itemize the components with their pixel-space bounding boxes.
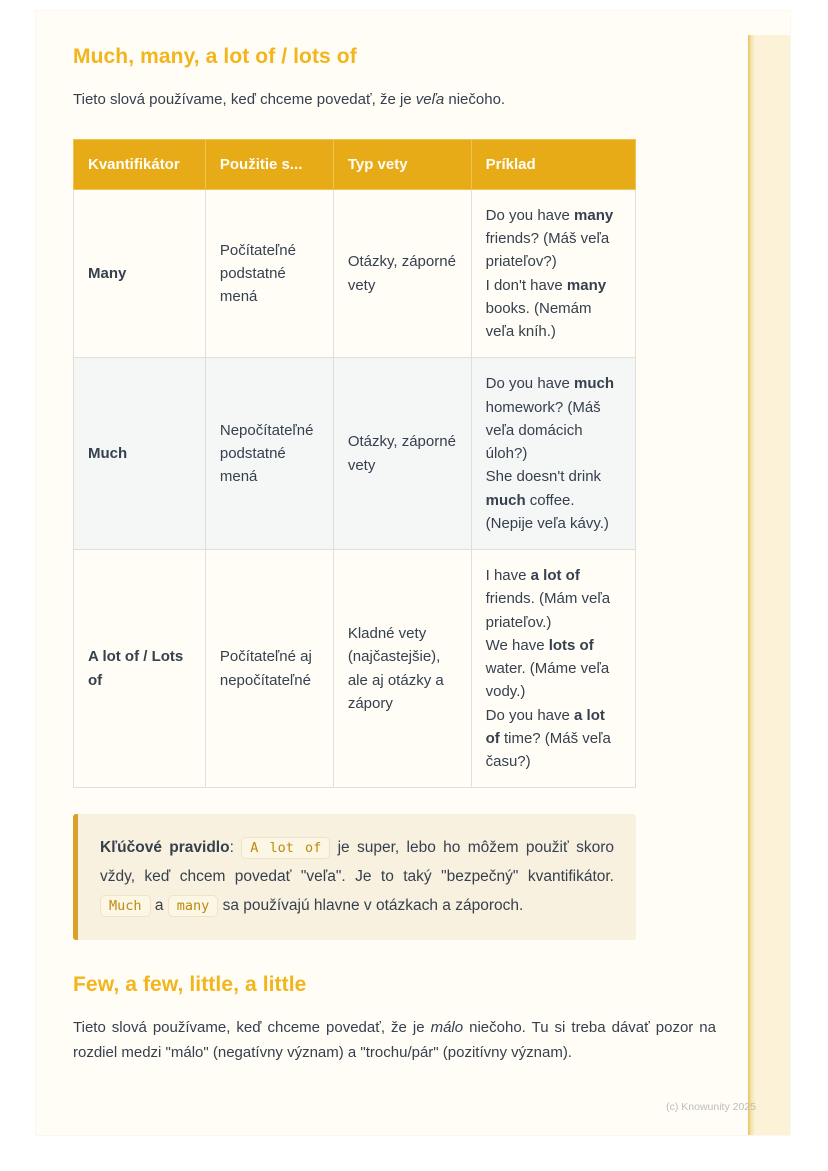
document-content xyxy=(36,11,716,1066)
cell-sentence-type: Otázky, záporné vety xyxy=(333,358,471,550)
cell-sentence-type: Kladné vety (najčastejšie), ale aj otázky a zápory xyxy=(333,550,471,788)
cell-quantifier: Many xyxy=(74,189,206,358)
table-row-a-lot-of xyxy=(74,550,636,788)
section2-intro-paragraph: Tieto slová používame, keď chceme povedať, že je málo niečoho. Tu si treba dávať pozor na rozdiel medzi "málo" (negatívny význam) a "trochu/pár" (pozitívny význam). xyxy=(73,1019,716,1062)
cell-quantifier: Much xyxy=(74,358,206,550)
document-page xyxy=(35,10,791,1136)
table-row-much xyxy=(74,358,636,550)
page-binding-strip xyxy=(748,35,790,1135)
table-header-row xyxy=(74,139,636,189)
cell-example: Do you have much homework? (Máš veľa domácich úloh?) She doesn't drink much coffee. (Nepije veľa kávy.) xyxy=(471,358,635,550)
column-header-kvantifikator: Kvantifikátor xyxy=(74,139,206,189)
column-header-pouzitie: Použitie s... xyxy=(205,139,333,189)
cell-usage: Nepočítateľné podstatné mená xyxy=(205,358,333,550)
copyright-watermark: (c) Knowunity 2025 xyxy=(666,1101,756,1113)
section-title-few-little: Few, a few, little, a little xyxy=(73,973,307,997)
cell-example: Do you have many friends? (Máš veľa priateľov?) I don't have many books. (Nemám veľa kníh.) xyxy=(471,189,635,358)
section-title-much-many: Much, many, a lot of / lots of xyxy=(73,45,357,68)
cell-sentence-type: Otázky, záporné vety xyxy=(333,189,471,358)
cell-example: I have a lot of friends. (Mám veľa priateľov.) We have lots of water. (Máme veľa vody.) Do you have a lot of time? (Máš veľa času?) xyxy=(471,550,635,788)
table-row-many xyxy=(74,189,636,358)
column-header-priklad: Príklad xyxy=(471,139,635,189)
cell-quantifier: A lot of / Lots of xyxy=(74,550,206,788)
cell-usage: Počítateľné podstatné mená xyxy=(205,189,333,358)
quantifier-table xyxy=(73,139,636,789)
column-header-typ-vety: Typ vety xyxy=(333,139,471,189)
key-rule-callout: Kľúčové pravidlo: A lot of je super, lebo ho môžem použiť skoro vždy, keď chcem povedať "veľa". Je to taký "bezpečný" kvantifikátor. Much a many sa používajú hlavne v otázkach a záporoch. xyxy=(73,814,636,940)
section1-intro-paragraph: Tieto slová používame, keď chceme povedať, že je veľa niečoho. xyxy=(73,91,506,108)
cell-usage: Počítateľné aj nepočítateľné xyxy=(205,550,333,788)
